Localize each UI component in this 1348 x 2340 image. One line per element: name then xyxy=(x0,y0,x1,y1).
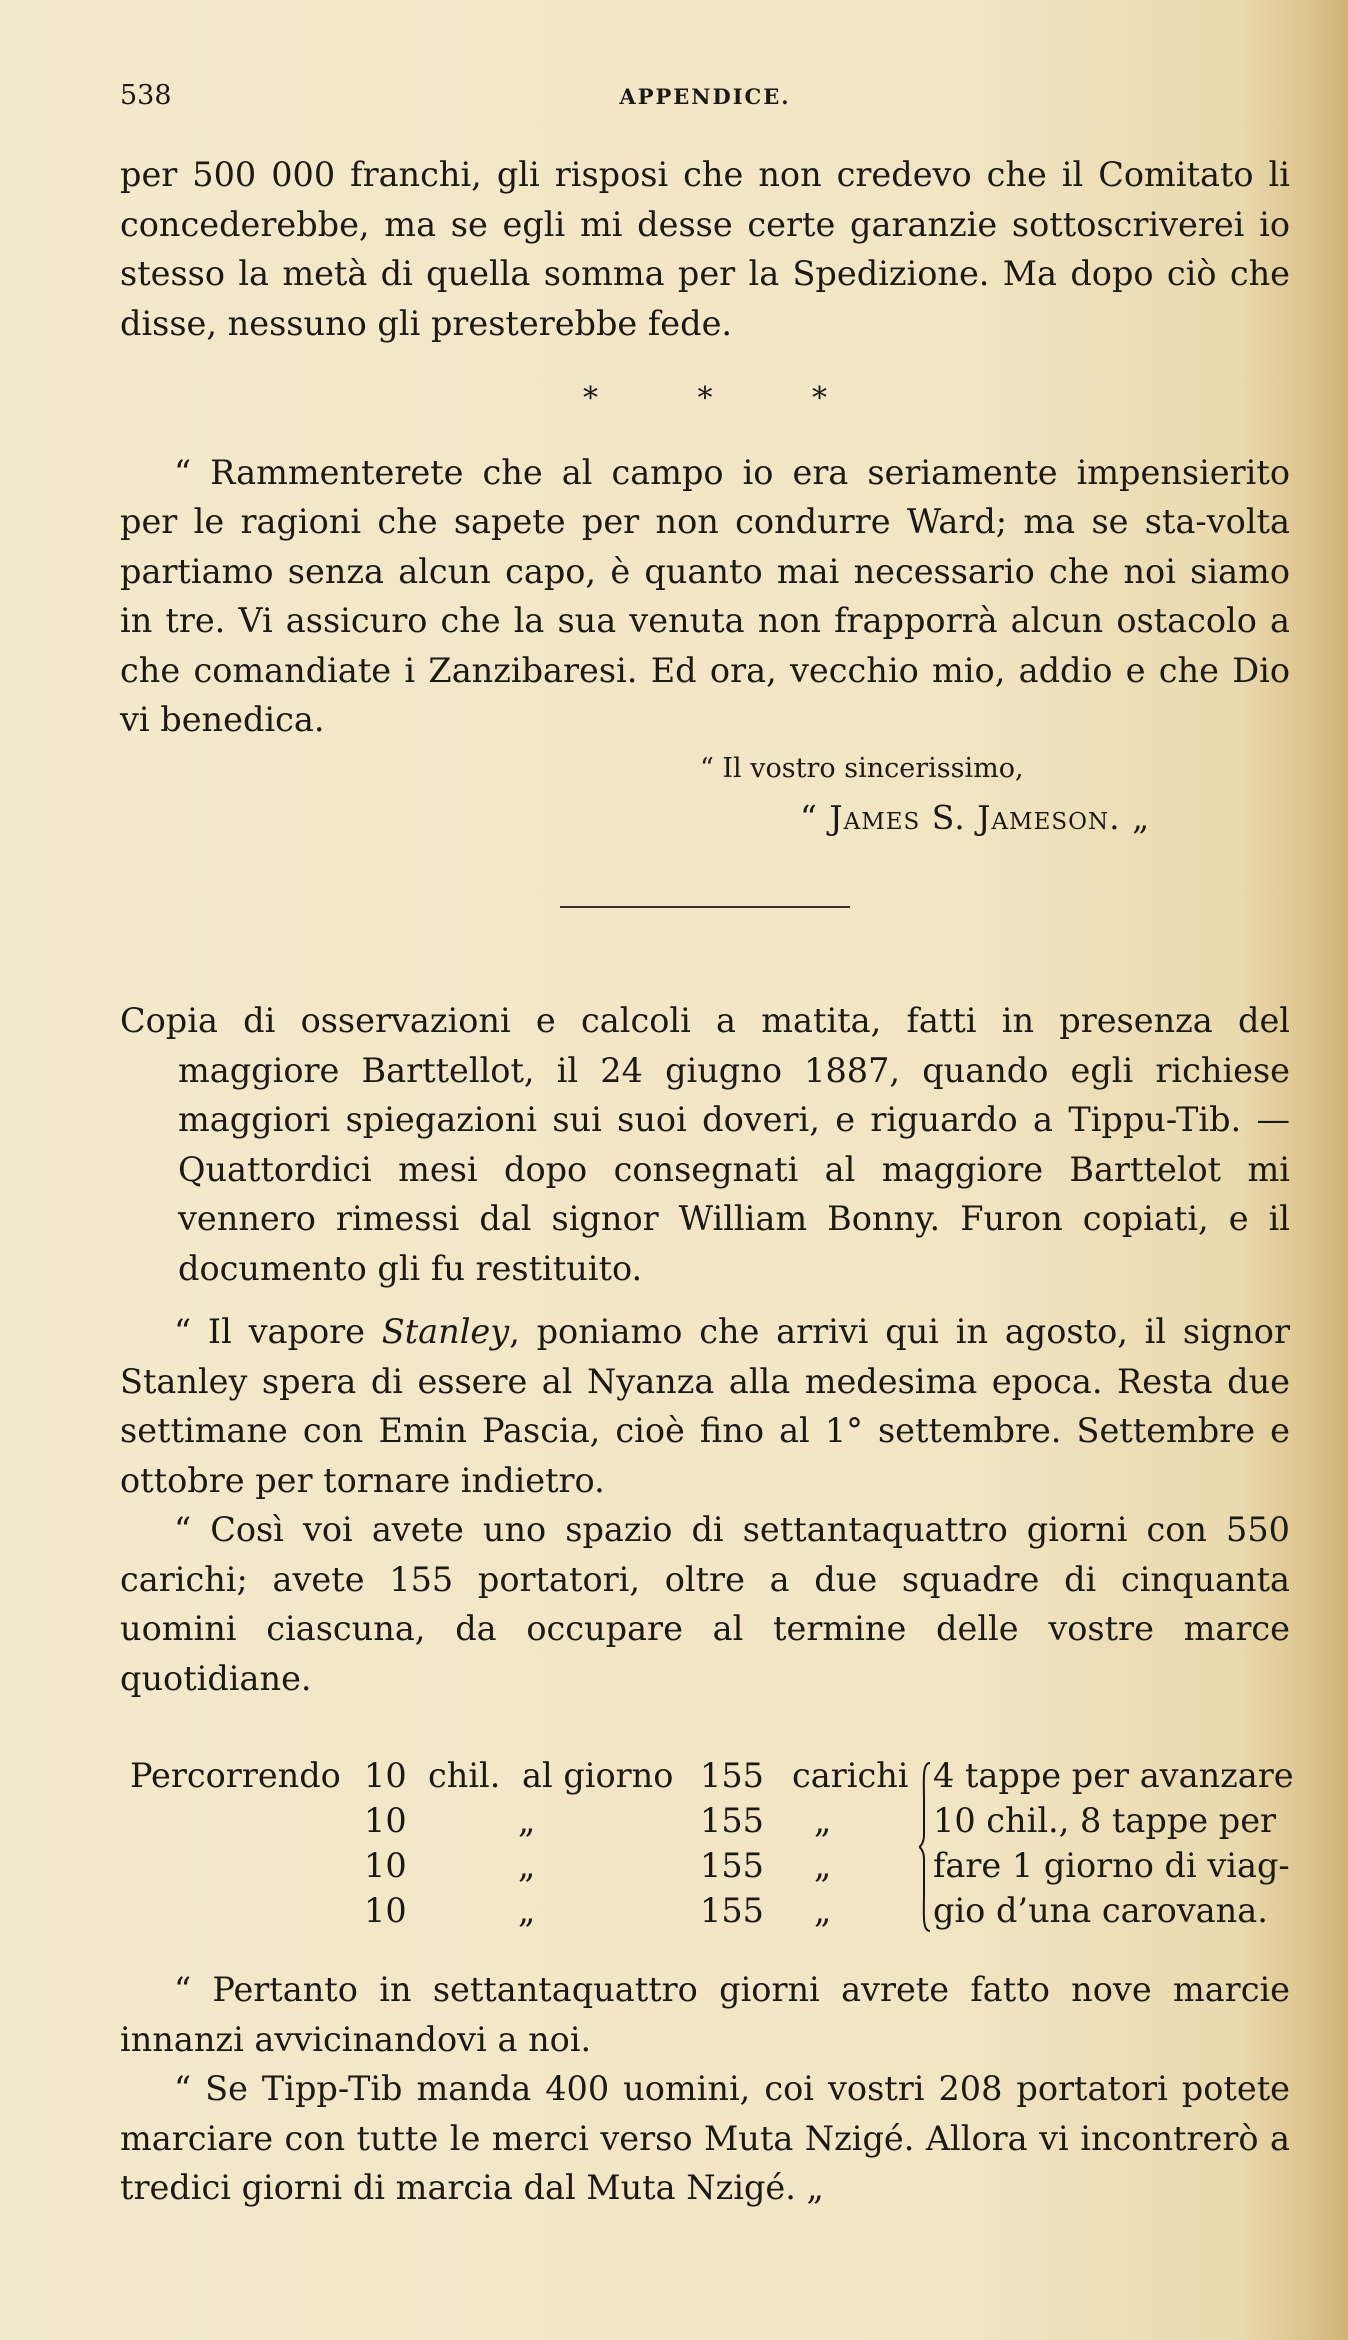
table-cell-per: al giorno xyxy=(522,1756,674,1795)
table-cell-dist: 10 xyxy=(364,1756,407,1795)
march-table xyxy=(120,1751,1294,1939)
letter-paragraph: “ Rammenterete che al campo io era seriamente impensierito per le ragioni che sapete per non condurre Ward; ma se sta-volta partiamo senza alcun capo, è quanto mai necessario che noi siamo in tre. Vi assicuro che la sua venuta non frapporrà alcun ostacolo a che comandiate i Zanzibaresi. Ed ora, vecchio mio, addio e che Dio vi benedica. xyxy=(120,452,1290,739)
brace-note-line: 10 chil., 8 tappe per xyxy=(933,1801,1277,1840)
section-rule xyxy=(560,906,850,908)
table-cell-dist: 10 xyxy=(364,1891,407,1930)
page-header xyxy=(120,80,1290,120)
table-cell-carichi: „ xyxy=(814,1846,832,1885)
table-cell-unit: „ xyxy=(518,1891,536,1930)
brace-note-line: 4 tappe per avanzare xyxy=(933,1756,1294,1795)
section-intro: Copia di osservazioni e calcoli a matita, fatti in presenza del maggiore Barttellot, il 24 giugno 1887, quando egli richiese maggiori spiegazioni sui suoi doveri, e riguardo a Tippu-Tib. — Quattordici mesi dopo consegnati al maggiore Barttelot mi vennero rimessi dal signor William Bonny. Furon copiati, e il documento gli fu restituito. xyxy=(120,1001,1290,1288)
table-cell-dist: 10 xyxy=(364,1801,407,1840)
table-cell-carichi: carichi xyxy=(792,1756,909,1795)
table-cell-loads: 155 xyxy=(700,1846,764,1885)
table-cell-dist: 10 xyxy=(364,1846,407,1885)
brace-note-line: gio d’una carovana. xyxy=(933,1891,1268,1930)
table-cell-loads: 155 xyxy=(700,1756,764,1795)
asterisk-divider: * * * xyxy=(582,381,828,416)
table-cell-carichi: „ xyxy=(814,1891,832,1930)
table-cell-unit: „ xyxy=(518,1846,536,1885)
table-row-label: Percorrendo xyxy=(130,1756,341,1795)
paragraph-top: per 500 000 franchi, gli risposi che non credevo che il Comitato li concederebbe, ma se egli mi desse certe garanzie sottoscriverei io stesso la metà di quella somma per la Spedizione. Ma dopo ciò che disse, nessuno gli presterebbe fede. xyxy=(120,155,1290,343)
text-run: “ Il vapore xyxy=(174,1312,382,1351)
page-number: 538 xyxy=(120,80,172,111)
paragraph-giorni: “ Così voi avete uno spazio di settantaquattro giorni con 550 carichi; avete 155 portatori, oltre a due squadre di cinquanta uomini ciascuna, da occupare al termine delle vostre marce quotidiane. xyxy=(120,1510,1290,1698)
paragraph-pertanto: “ Pertanto in settantaquattro giorni avrete fatto nove marcie innanzi avvicinandovi a noi. xyxy=(120,1970,1290,2059)
brace-note-line: fare 1 giorno di viag- xyxy=(933,1846,1290,1885)
table-cell-loads: 155 xyxy=(700,1801,764,1840)
letter-closing: “ Il vostro sincerissimo, xyxy=(700,752,1024,784)
paragraph-vapore xyxy=(120,1307,1290,1505)
ship-name: Stanley xyxy=(381,1312,510,1351)
paragraph-tipp-tib: “ Se Tipp-Tib manda 400 uomini, coi vostri 208 portatori potete marciare con tutte le merci verso Muta Nzigé. Allora vi incontrerò a tredici giorni di marcia dal Muta Nzigé. „ xyxy=(120,2069,1290,2207)
table-cell-unit: „ xyxy=(518,1801,536,1840)
table-cell-carichi: „ xyxy=(814,1801,832,1840)
curly-brace xyxy=(918,1761,932,1933)
text-run: , poniamo che arrivi qui in agosto, il signor Stanley spera di essere al Nyanza alla medesima epoca. Resta due settimane con Emin Pascia, cioè fino al 1° settembre. Settembre e ottobre per tornare indietro. xyxy=(120,1312,1290,1500)
running-head: APPENDICE. xyxy=(619,84,791,109)
letter-signature: “ James S. Jameson. „ xyxy=(800,797,1151,837)
body-text xyxy=(120,150,1294,2213)
table-cell-loads: 155 xyxy=(700,1891,764,1930)
table-cell-unit: chil. xyxy=(428,1756,501,1795)
